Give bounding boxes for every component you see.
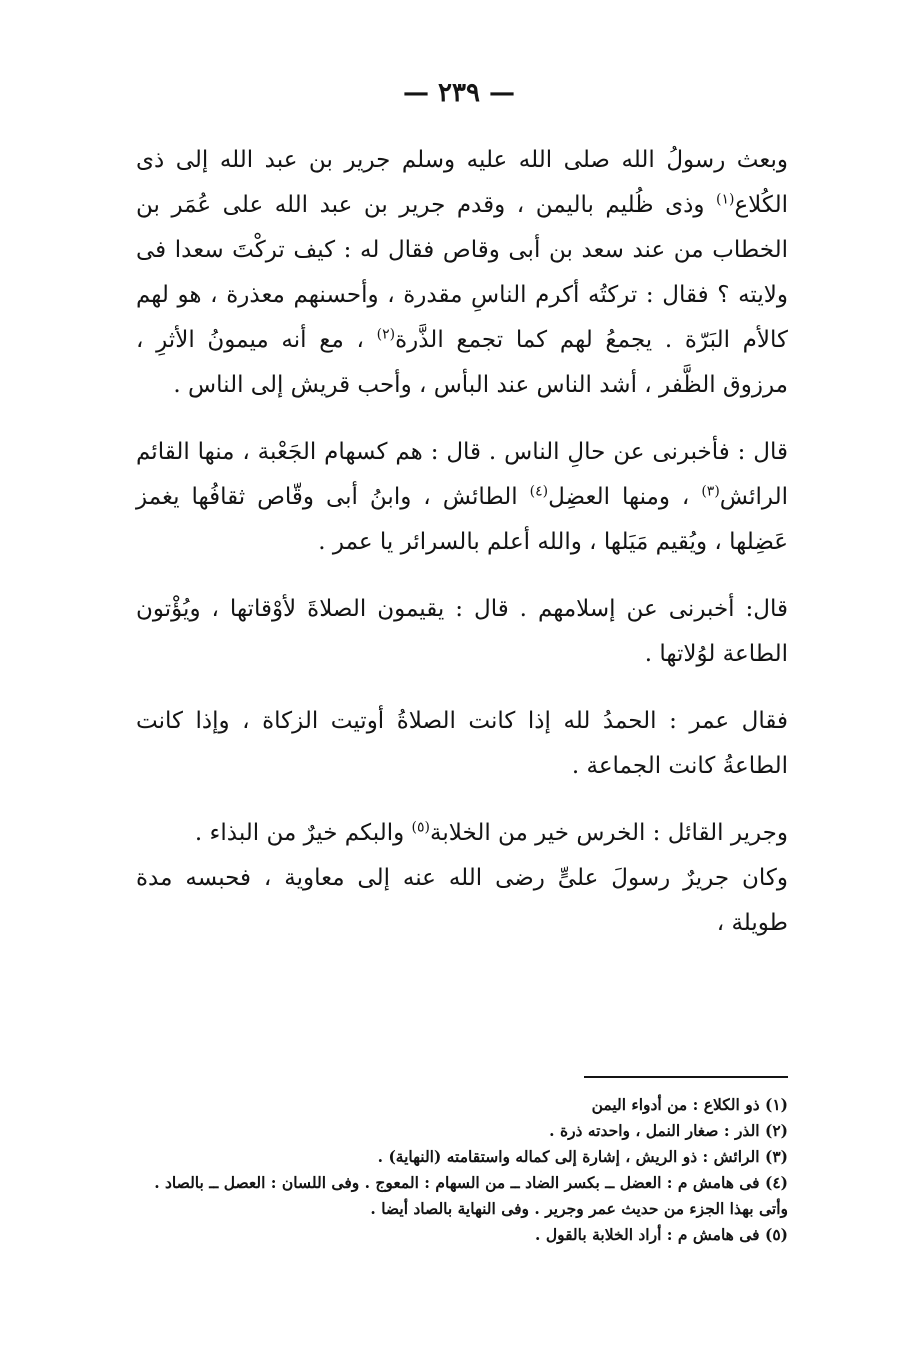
- text-run: فقال عمر : الحمدُ لله إذا كانت الصلاةُ أوتيت الزكاة ، وإذا كانت الطاعةُ كانت الجماعة .: [136, 708, 788, 779]
- paragraph: [136, 856, 788, 946]
- footnote: (١) ذو الكلاع : من أدواء اليمن: [591, 1095, 788, 1114]
- paragraph: [136, 699, 788, 789]
- footnote-divider: [584, 1076, 788, 1078]
- footnote-ref: (٤): [529, 483, 549, 500]
- footnote-ref: (١): [715, 191, 735, 208]
- paragraph: [136, 587, 788, 677]
- footnote-ref: (٣): [701, 483, 720, 500]
- main-text: [136, 138, 788, 946]
- footnote: (٥) فى هامش م : أراد الخلابة بالقول .: [535, 1225, 788, 1244]
- text-run: ، مع أنه ميمونُ الأثرِ ، مرزوق الظَّفر ، أشد الناس عند البأس ، وأحب قريش إلى الناس .: [136, 327, 788, 398]
- text-run: ، ومنها العضِل: [548, 484, 702, 510]
- text-run: وذى ظُليم باليمن ، وقدم جرير بن عبد الله على عُمَر بن الخطاب من عند سعد بن أبى وقاص فقال له : كيف تركْتَ سعدا فى ولايته ؟ فقال : تركتُه أكرم الناسِ مقدرة ، وأحسنهم معذرة ، هو لهم كالأم البَرّة . يجمعُ لهم كما تجمع الذَّرة: [136, 192, 788, 353]
- footnote: (٢) الذر : صغار النمل ، واحدته ذرة .: [549, 1121, 788, 1140]
- footnote: (٤) فى هامش م : العضل ــ بكسر الضاد ــ من السهام : المعوج . وفى اللسان : العصل ــ بالصاد . وأتى بهذا الجزء من حديث عمر وجرير . وفى النهاية بالصاد أيضا .: [154, 1173, 788, 1218]
- text-run: وجرير القائل : الخرس خير من الخلابة: [430, 820, 788, 846]
- paragraph: [136, 430, 788, 565]
- text-run: وبعث رسولُ الله صلى الله عليه وسلم جرير بن عبد الله إلى ذى الكُلاع: [136, 147, 788, 218]
- text-run: قال : فأخبرنى عن حالِ الناس . قال : هم كسهام الجَعْبة ، منها القائم الرائش: [136, 439, 788, 510]
- text-run: والبكم خيرٌ من البذاء .: [194, 820, 412, 846]
- text-run: قال: أخبرنى عن إسلامهم . قال : يقيمون الصلاةَ لأوْقاتها ، ويُؤْتون الطاعة لوُلاتها .: [136, 596, 788, 667]
- footnote: (٣) الرائش : ذو الريش ، إشارة إلى كماله واستقامته (النهاية) .: [377, 1147, 788, 1166]
- footnote-ref: (٢): [376, 326, 396, 343]
- text-run: الطائش ، وابنُ أبى وقّاص ثقافُها يغمز عَضِلها ، ويُقيم مَيَلها ، والله أعلم بالسرائر يا عمر .: [136, 484, 788, 555]
- paragraph: [136, 811, 788, 856]
- footnote-ref: (٥): [411, 819, 431, 836]
- text-run: وكان جريرٌ رسولَ علىٍّ رضى الله عنه إلى معاوية ، فحبسه مدة طويلة ،: [136, 865, 788, 936]
- page-number: — ٢٣٩ —: [402, 78, 516, 108]
- paragraph: [136, 138, 788, 408]
- footnotes: [120, 1092, 788, 1248]
